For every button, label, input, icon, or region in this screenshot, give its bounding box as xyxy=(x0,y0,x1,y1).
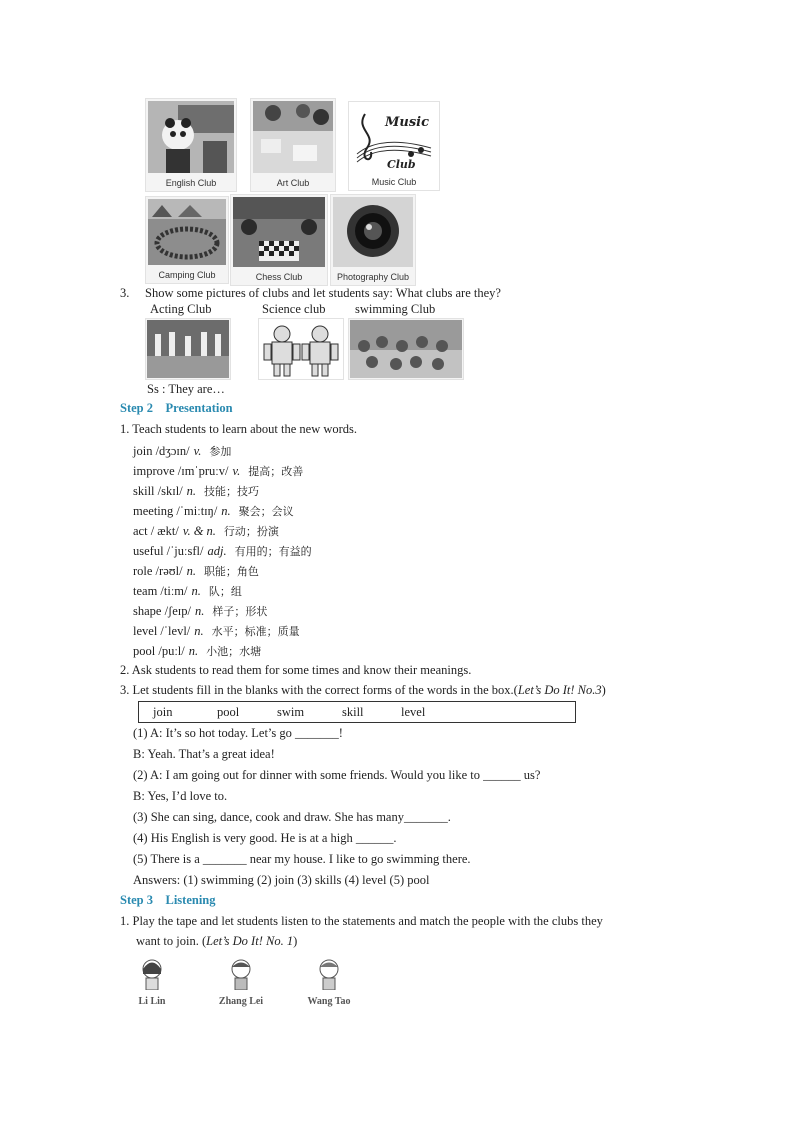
vocab-item xyxy=(133,523,279,539)
vocab-word: skill /skɪl/ xyxy=(133,484,183,498)
vocab-word: useful /ˈjuːsfl/ xyxy=(133,544,204,558)
vocab-meaning: 行动；扮演 xyxy=(223,525,279,538)
step2-item3-ref: Let’s Do It! No.3 xyxy=(517,683,602,697)
photo-caption: Chess Club xyxy=(255,272,303,282)
vocab-word: improve /ɪmˈpruːv/ xyxy=(133,464,229,478)
person-zhang-lei xyxy=(211,958,271,1007)
photo-caption: Photography Club xyxy=(336,272,410,282)
camera-lens-icon xyxy=(333,197,413,267)
vocab-pos: v. xyxy=(232,464,241,478)
vocab-meaning: 参加 xyxy=(209,445,232,458)
vocab-pos: adj. xyxy=(207,544,227,558)
vocab-item xyxy=(133,503,294,519)
exercise-line: (4) His English is very good. He is at a high ______. xyxy=(133,831,397,845)
vocab-pos: v. xyxy=(193,444,202,458)
vocab-word: join /dʒɔɪn/ xyxy=(133,444,190,458)
camping-club-photo xyxy=(145,196,229,284)
vocab-word: role /rəʊl/ xyxy=(133,564,183,578)
step3-line2-post: ) xyxy=(293,934,298,948)
art-club-photo xyxy=(250,98,336,192)
vocab-meaning: 提高；改善 xyxy=(248,465,304,478)
robots-icon xyxy=(260,320,342,378)
swimming-club-photo xyxy=(348,318,464,380)
vocab-item xyxy=(133,463,303,479)
vocab-meaning: 聚会；会议 xyxy=(238,505,294,518)
vocab-item xyxy=(133,583,242,599)
box-word: skill xyxy=(342,705,364,719)
exercise-line: Answers: (1) swimming (2) join (3) skills (4) level (5) pool xyxy=(133,873,430,887)
vocab-meaning: 小池；水塘 xyxy=(206,645,262,658)
exercise-line: (5) There is a _______ near my house. I like to go swimming there. xyxy=(133,852,471,866)
vocab-item xyxy=(133,603,267,619)
photo-caption: Music Club xyxy=(371,177,417,187)
music-club-photo xyxy=(348,101,440,191)
music-notes-icon xyxy=(351,104,437,172)
vocab-item xyxy=(133,483,259,499)
vocab-item xyxy=(133,543,312,559)
boy-avatar-icon xyxy=(227,958,255,990)
word-box xyxy=(138,701,576,723)
box-word: level xyxy=(401,705,426,719)
exercise-line: (1) A: It’s so hot today. Let’s go _______! xyxy=(133,726,343,740)
vocab-word: meeting /ˈmiːtɪŋ/ xyxy=(133,504,218,518)
chess-players-icon xyxy=(233,197,325,267)
person-name: Li Lin xyxy=(138,996,166,1007)
person-li-lin xyxy=(122,958,182,1007)
acting-club-label: Acting Club xyxy=(150,302,212,316)
box-word: pool xyxy=(217,705,240,719)
vocab-word: team /tiːm/ xyxy=(133,584,188,598)
person-name: Wang Tao xyxy=(307,996,351,1007)
chess-club-photo xyxy=(230,194,328,286)
exercise-line: B: Yes, I’d love to. xyxy=(133,789,228,803)
item3-text: Show some pictures of clubs and let students say: What clubs are they? xyxy=(145,286,501,300)
person-name: Zhang Lei xyxy=(218,996,264,1007)
vocab-meaning: 技能；技巧 xyxy=(204,485,260,498)
vocab-item xyxy=(133,643,261,659)
step3-line2-pre: want to join. ( xyxy=(136,934,207,948)
vocab-pos: n. xyxy=(186,484,197,498)
vocab-word: act / ækt/ xyxy=(133,524,179,538)
exercise-line: (3) She can sing, dance, cook and draw. She has many_______. xyxy=(133,810,451,824)
step3-heading: Step 3 Listening xyxy=(120,893,216,907)
photography-club-photo xyxy=(330,194,416,286)
vocab-meaning: 水平；标准；质量 xyxy=(211,625,300,638)
vocab-pos: n. xyxy=(194,604,205,618)
vocab-pos: n. xyxy=(186,564,196,578)
camping-circle-icon xyxy=(148,199,226,265)
panda-mascot-icon xyxy=(148,101,234,173)
science-club-label: Science club xyxy=(262,302,326,316)
step2-item3-text: 3. Let students fill in the blanks with the correct forms of the words in the box.( xyxy=(120,683,518,697)
box-word: join xyxy=(153,705,173,719)
photo-caption: English Club xyxy=(165,178,217,188)
swimming-club-label: swimming Club xyxy=(355,302,436,316)
vocab-meaning: 样子；形状 xyxy=(212,605,268,618)
person-wang-tao xyxy=(299,958,359,1007)
vocab-meaning: 队；组 xyxy=(208,585,242,598)
vocab-pos: n. xyxy=(188,644,199,658)
step2-intro: 1. Teach students to learn about the new words. xyxy=(120,422,358,436)
vocab-pos: v. & n. xyxy=(182,524,216,538)
vocab-item xyxy=(133,443,231,459)
acting-stage-icon xyxy=(147,320,229,378)
vocab-item xyxy=(133,623,300,639)
step3-line1: 1. Play the tape and let students listen to the statements and match the people with the clubs they xyxy=(120,914,603,928)
vocab-word: pool /puːl/ xyxy=(133,644,185,658)
vocab-meaning: 职能；角色 xyxy=(203,565,259,578)
box-word: swim xyxy=(277,705,305,719)
vocab-item xyxy=(133,563,259,579)
step2-heading: Step 2 Presentation xyxy=(120,401,233,415)
step2-item3 xyxy=(120,683,606,698)
exercise-line: (2) A: I am going out for dinner with some friends. Would you like to ______ us? xyxy=(133,768,541,782)
vocab-pos: n. xyxy=(191,584,201,598)
item3-number: 3. xyxy=(120,286,130,300)
students-answer: Ss : They are… xyxy=(147,382,225,396)
vocab-word: shape /ʃeɪp/ xyxy=(133,604,191,618)
vocab-word: level /ˈlevl/ xyxy=(133,624,191,638)
step3-line2 xyxy=(136,934,297,949)
science-club-photo xyxy=(258,318,344,380)
art-class-icon xyxy=(253,101,333,173)
vocab-pos: n. xyxy=(194,624,204,638)
svg-text:Music: Music xyxy=(385,115,430,130)
swimmers-icon xyxy=(350,320,462,378)
girl-avatar-icon xyxy=(138,958,166,990)
svg-text:Club: Club xyxy=(387,158,416,171)
vocab-pos: n. xyxy=(221,504,231,518)
step2-item3-close: ) xyxy=(601,683,606,697)
exercise-line: B: Yeah. That’s a great idea! xyxy=(133,747,275,761)
vocab-meaning: 有用的；有益的 xyxy=(234,545,312,558)
acting-club-photo xyxy=(145,318,231,380)
photo-caption: Camping Club xyxy=(158,270,216,280)
english-club-photo xyxy=(145,98,237,192)
boy-avatar-icon xyxy=(315,958,343,990)
photo-caption: Art Club xyxy=(276,178,310,188)
step3-line2-ref: Let’s Do It! No. 1 xyxy=(206,934,294,948)
step2-item2: 2. Ask students to read them for some times and know their meanings. xyxy=(120,663,472,677)
